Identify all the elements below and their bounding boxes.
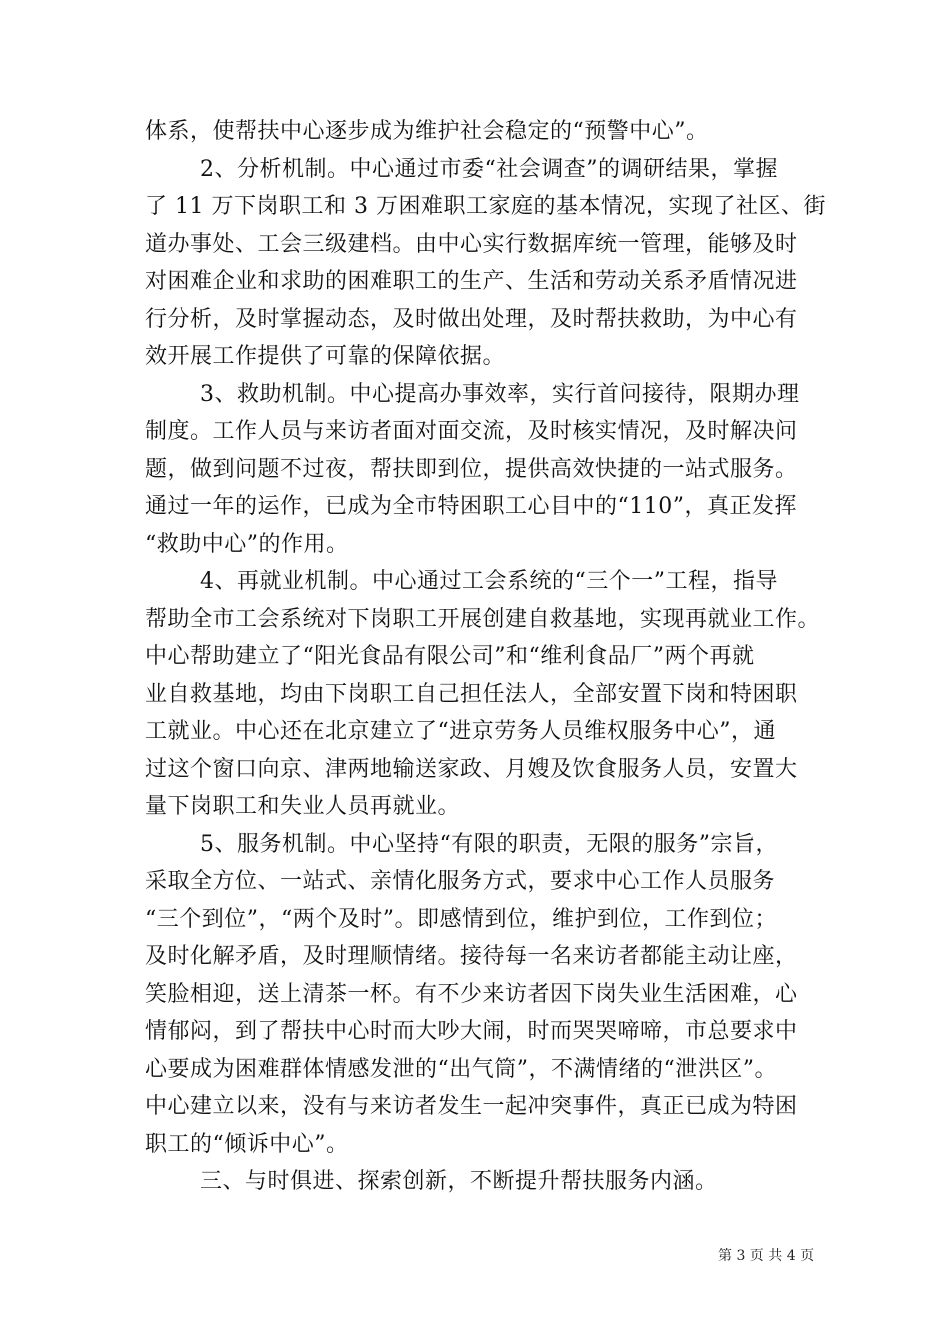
text-line: 道办事处、工会三级建档。由中心实行数据库统一管理，能够及时 [145, 232, 798, 257]
text-line: 2、分析机制。中心通过市委“社会调查”的调研结果，掌握 [200, 157, 778, 182]
text-line: 题，做到问题不过夜，帮扶即到位，提供高效快捷的一站式服务。 [145, 457, 798, 482]
text-line: 体系，使帮扶中心逐步成为维护社会稳定的“预警中心”。 [145, 119, 709, 144]
text-line: 情郁闷，到了帮扶中心时而大吵大闹，时而哭哭啼啼，市总要求中 [145, 1019, 798, 1044]
text-line: “三个到位”，“两个及时”。即感情到位，维护到位，工作到位； [145, 907, 777, 932]
text-line: 职工的“倾诉中心”。 [145, 1132, 349, 1157]
text-line: 通过一年的运作，已成为全市特困职工心目中的“110”，真正发挥 [145, 494, 797, 519]
text-line: 工就业。中心还在北京建立了“进京劳务人员维权服务中心”，通 [145, 719, 776, 744]
text-line: 中心帮助建立了“阳光食品有限公司”和“维利食品厂”两个再就 [145, 644, 755, 669]
text-line: 三、与时俱进、探索创新，不断提升帮扶服务内涵。 [200, 1169, 718, 1194]
text-line: “救助中心”的作用。 [145, 532, 349, 557]
text-line: 对困难企业和求助的困难职工的生产、生活和劳动关系矛盾情况进 [145, 269, 798, 294]
text-line: 3、救助机制。中心提高办事效率，实行首问接待，限期办理 [200, 382, 800, 407]
text-line: 及时化解矛盾，及时理顺情绪。接待每一名来访者都能主动让座， [145, 944, 798, 969]
text-line: 量下岗职工和失业人员再就业。 [145, 794, 461, 819]
text-line: 5、服务机制。中心坚持“有限的职责，无限的服务”宗旨， [200, 832, 778, 857]
text-line: 制度。工作人员与来访者面对面交流，及时核实情况，及时解决问 [145, 419, 798, 444]
page-footer: 第 3 页 共 4 页 [718, 1248, 815, 1264]
text-line: 采取全方位、一站式、亲情化服务方式，要求中心工作人员服务 [145, 869, 776, 894]
text-line: 行分析，及时掌握动态，及时做出处理，及时帮扶救助，为中心有 [145, 307, 798, 332]
text-line: 帮助全市工会系统对下岗职工开展创建自救基地，实现再就业工作。 [145, 607, 821, 632]
text-line: 心要成为困难群体情感发泄的“出气筒”，不满情绪的“泄洪区”。 [145, 1057, 777, 1082]
text-line: 业自救基地，均由下岗职工自己担任法人，全部安置下岗和特困职 [145, 682, 798, 707]
text-line: 过这个窗口向京、津两地输送家政、月嫂及饮食服务人员，安置大 [145, 757, 798, 782]
text-line: 4、再就业机制。中心通过工会系统的“三个一”工程，指导 [200, 569, 778, 594]
text-line: 效开展工作提供了可靠的保障依据。 [145, 344, 506, 369]
text-line: 笑脸相迎，送上清茶一杯。有不少来访者因下岗失业生活困难，心 [145, 982, 798, 1007]
text-line: 中心建立以来，没有与来访者发生一起冲突事件，真正已成为特困 [145, 1094, 798, 1119]
text-line: 了 11 万下岗职工和 3 万困难职工家庭的基本情况，实现了社区、街 [145, 194, 826, 219]
